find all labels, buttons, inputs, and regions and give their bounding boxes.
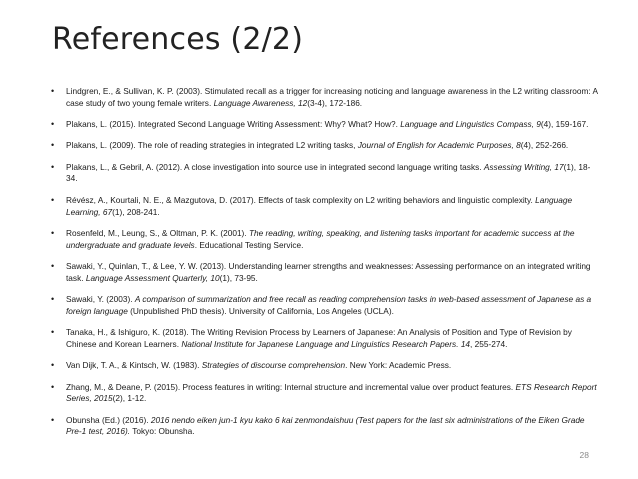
ref-text: , 255-274. [470, 338, 508, 349]
ref-source: The reading, writing, speaking, and listening tasks important for academic success at the undergraduate and graduate levels [66, 227, 575, 250]
reference-item [48, 119, 600, 131]
reference-item [48, 360, 600, 372]
ref-text: (Unpublished PhD thesis). University of California, Los Angeles (UCLA). [127, 305, 394, 316]
ref-text: . Educational Testing Service. [194, 239, 304, 250]
ref-text: Tokyo: Obunsha. [130, 426, 195, 437]
ref-text: Lindgren, E., & Sullivan, K. P. (2003). Stimulated recall as a trigger for increasing noticing and language awareness in the L2 writing classroom: A case study of two young female writers. [66, 86, 598, 108]
page-number: 28 [579, 450, 589, 460]
ref-source: A comparison of summarization and free recall as reading comprehension tasks in web-based assessment of Japanese as a foreign language [66, 294, 592, 316]
ref-text: Plakans, L., & Gebril, A. (2012). A close investigation into source use in integrated second language writing tasks. [66, 161, 484, 172]
ref-text: (2), 1-12. [112, 393, 147, 404]
reference-item [48, 86, 600, 110]
ref-text: Obunsha (Ed.) (2016). [66, 414, 151, 425]
reference-item [48, 327, 600, 351]
reference-item [48, 294, 600, 318]
ref-text: Sawaki, Y. (2003). [66, 294, 135, 305]
ref-text: Zhang, M., & Deane, P. (2015). Process features in writing: Internal structure and incremental value over product features. [66, 381, 516, 392]
ref-source: Language and Linguistics Compass, 9 [400, 119, 541, 130]
ref-text: Sawaki, Y., Quinlan, T., & Lee, Y. W. (2013). Understanding learner strengths and weaknesses: Assessing performance on an integrated writing task. [66, 260, 591, 283]
ref-text: (4), 252-266. [520, 140, 569, 151]
ref-text: (1), 73-95. [219, 272, 258, 283]
ref-text: (1), 208-241. [112, 206, 160, 217]
ref-source: 2016 nendo eiken jun-1 kyu kako 6 kai zenmondaishuu (Test papers for the last six administrations of the Eiken Grade Pre-1 test, 2016). [66, 414, 585, 437]
ref-text: Van Dijk, T. A., & Kintsch, W. (1983). [66, 360, 202, 371]
reference-item [48, 415, 600, 439]
ref-text: Plakans, L. (2009). The role of reading strategies in integrated L2 writing tasks, [66, 140, 358, 151]
ref-text: (1), 18-34. [66, 161, 591, 184]
ref-source: Assessing Writing, 17 [483, 161, 564, 172]
ref-source: Language Awareness, 12 [213, 97, 308, 108]
ref-text: Révész, A., Kourtali, N. E., & Mazgutova, D. (2017). Effects of task complexity on L2 writing behaviors and linguistic complexity. [66, 194, 536, 205]
reference-item [48, 228, 600, 252]
slide-title: References (2/2) [52, 22, 304, 57]
reference-item [48, 140, 600, 152]
ref-text: Rosenfeld, M., Leung, S., & Oltman, P. K. (2001). [66, 227, 249, 238]
ref-source: Journal of English for Academic Purposes, 8 [357, 140, 521, 151]
ref-source: ETS Research Report Series, 2015 [66, 381, 597, 404]
ref-text: (3-4), 172-186. [307, 97, 363, 108]
ref-source: Strategies of discourse comprehension [201, 360, 346, 371]
reference-item [48, 382, 600, 406]
reference-item [48, 195, 600, 219]
ref-source: Language Learning, 67 [66, 194, 573, 217]
ref-source: National Institute for Japanese Language and Linguistics Research Papers. 14 [181, 338, 471, 349]
ref-text: Tanaka, H., & Ishiguro, K. (2018). The Writing Revision Process by Learners of Japanese: An Analysis of Position and Type of Revision by Chinese and Korean Learners. [66, 327, 572, 349]
reference-item [48, 162, 600, 186]
reference-item [48, 261, 600, 285]
ref-source: Language Assessment Quarterly, 10 [85, 272, 220, 283]
ref-text: Plakans, L. (2015). Integrated Second Language Writing Assessment: Why? What? How?. [66, 119, 401, 130]
ref-text: . New York: Academic Press. [345, 360, 452, 371]
ref-text: (4), 159-167. [540, 119, 589, 130]
reference-list [48, 86, 600, 448]
